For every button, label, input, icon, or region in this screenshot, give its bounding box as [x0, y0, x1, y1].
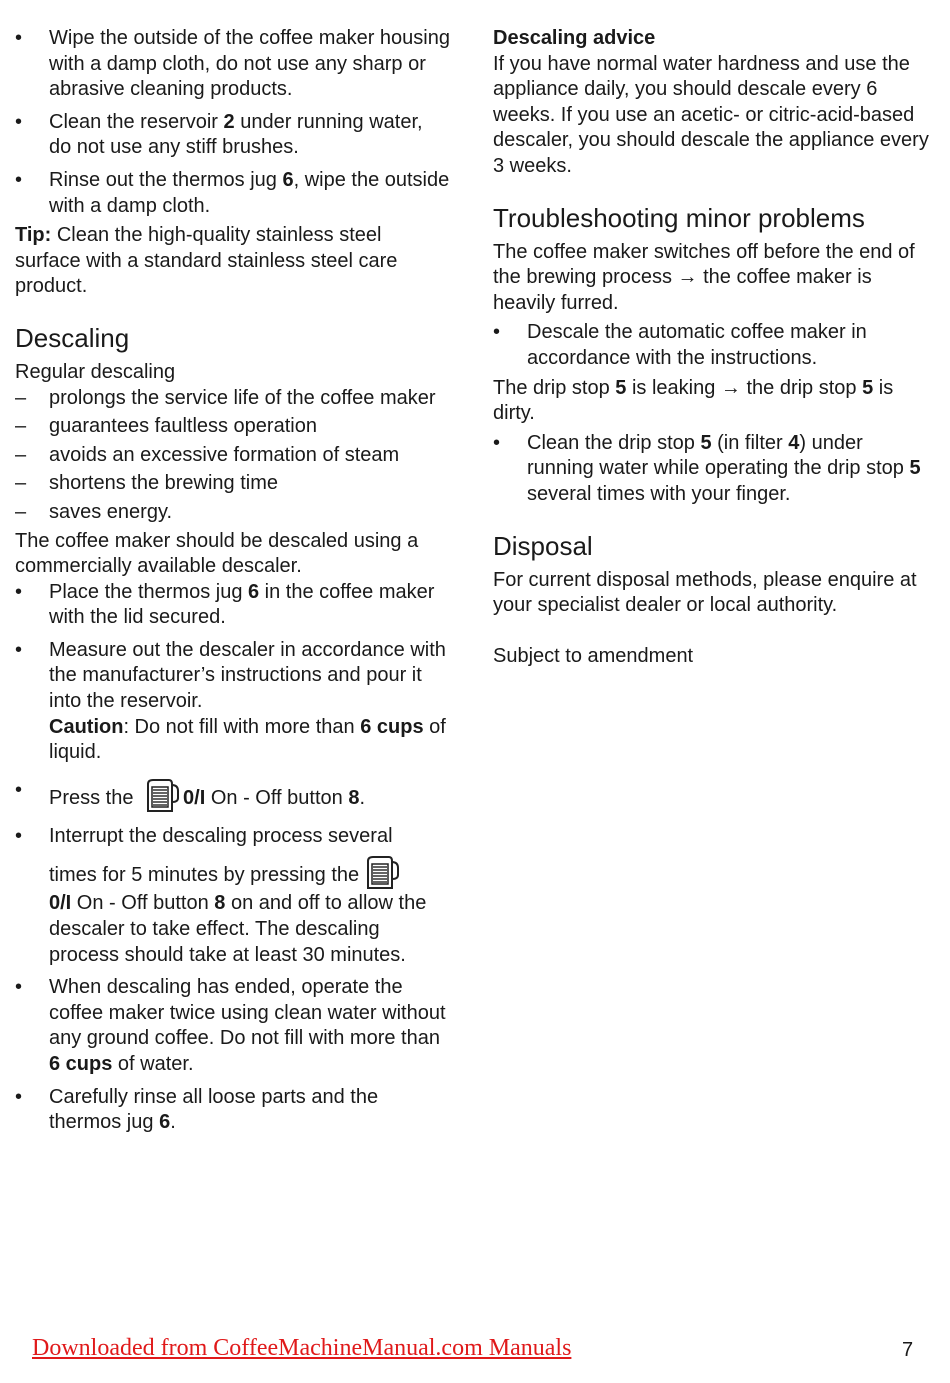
descaling-heading: Descaling: [15, 322, 130, 353]
list-item: • Descale the automatic coffee maker in accordance with the instructions.: [493, 321, 867, 369]
list-item: • When descaling has ended, operate the coffee maker twice using clean water without any ground coffee. Do not fill with more than 6 cups of water.: [15, 976, 446, 1075]
dash-item: – avoids an excessive formation of steam: [15, 443, 400, 466]
right-column: [493, 26, 933, 669]
list-item: • Clean the reservoir 2 under running water, do not use any stiff brushes.: [15, 110, 423, 159]
bullet: •: [15, 168, 23, 191]
tip-label: Tip:: [15, 224, 52, 247]
descaling-advice-text: If you have normal water hardness and use the appliance daily, you should descale every 6 weeks. If you use an acetic- or citric-acid-based descaler, you should descale the appliance every 3 weeks.: [493, 52, 929, 177]
dash-item: – prolongs the service life of the coffee maker: [15, 386, 436, 409]
download-source-link[interactable]: Downloaded from CoffeeMachineManual.com Manuals: [32, 1335, 572, 1361]
list-item: • Wipe the outside of the coffee maker housing with a damp cloth, do not use any sharp or abrasive cleaning products.: [15, 27, 450, 101]
list-item: • Carefully rinse all loose parts and the thermos jug 6.: [15, 1085, 379, 1134]
list-item: • Clean the drip stop 5 (in filter 4) under running water while operating the drip stop 5 several times with your finger.: [493, 431, 921, 505]
disposal-heading: Disposal: [493, 530, 593, 561]
regular-descaling-intro: Regular descaling: [15, 360, 176, 383]
descaling-advice-heading: Descaling advice: [493, 27, 656, 49]
tip-paragraph: Tip: Clean the high-quality stainless steel surface with a standard stainless steel care product.: [15, 224, 398, 298]
list-item: • Rinse out the thermos jug 6, wipe the outside with a damp cloth.: [15, 168, 450, 217]
bullet: •: [15, 27, 23, 49]
list-item: • Place the thermos jug 6 in the coffee maker with the lid secured.: [15, 580, 435, 629]
disposal-text: For current disposal methods, please enquire at your specialist dealer or local authority.: [493, 568, 917, 617]
bullet: •: [15, 110, 23, 133]
dash-item: – shortens the brewing time: [15, 472, 279, 495]
trouble-symptom-2: The drip stop 5 is leaking → the drip stop 5 is dirty.: [493, 376, 894, 425]
list-item: • Measure out the descaler in accordance with the manufacturer’s instructions and pour it into the reservoir. Caution: Do not fill with more than 6 cups of liquid.: [15, 638, 446, 764]
coffee-maker-button-icon: [363, 855, 399, 891]
left-column: [15, 26, 450, 1136]
caution-label: Caution: [49, 715, 124, 738]
page-number: 7: [902, 1339, 914, 1361]
list-item: • Interrupt the descaling process several times for 5 minutes by pressing the 0/I On - Off button 8 on and off to allow the descaler to take effect. The descaling process should take at least 30 minutes.: [15, 824, 427, 966]
list-item: • Press the 0/I On - Off button 8.: [15, 778, 450, 814]
troubleshooting-heading: Troubleshooting minor problems: [493, 202, 865, 233]
dash-item: – saves energy.: [15, 500, 173, 523]
amendment-note: Subject to amendment: [493, 644, 694, 667]
dash-item: – guarantees faultless operation: [15, 415, 317, 438]
descaler-intro: The coffee maker should be descaled using a commercially available descaler.: [15, 529, 419, 578]
coffee-maker-button-icon: [143, 778, 179, 814]
trouble-symptom-1: The coffee maker switches off before the end of the brewing process → the coffee maker is heavily furred.: [493, 240, 915, 314]
